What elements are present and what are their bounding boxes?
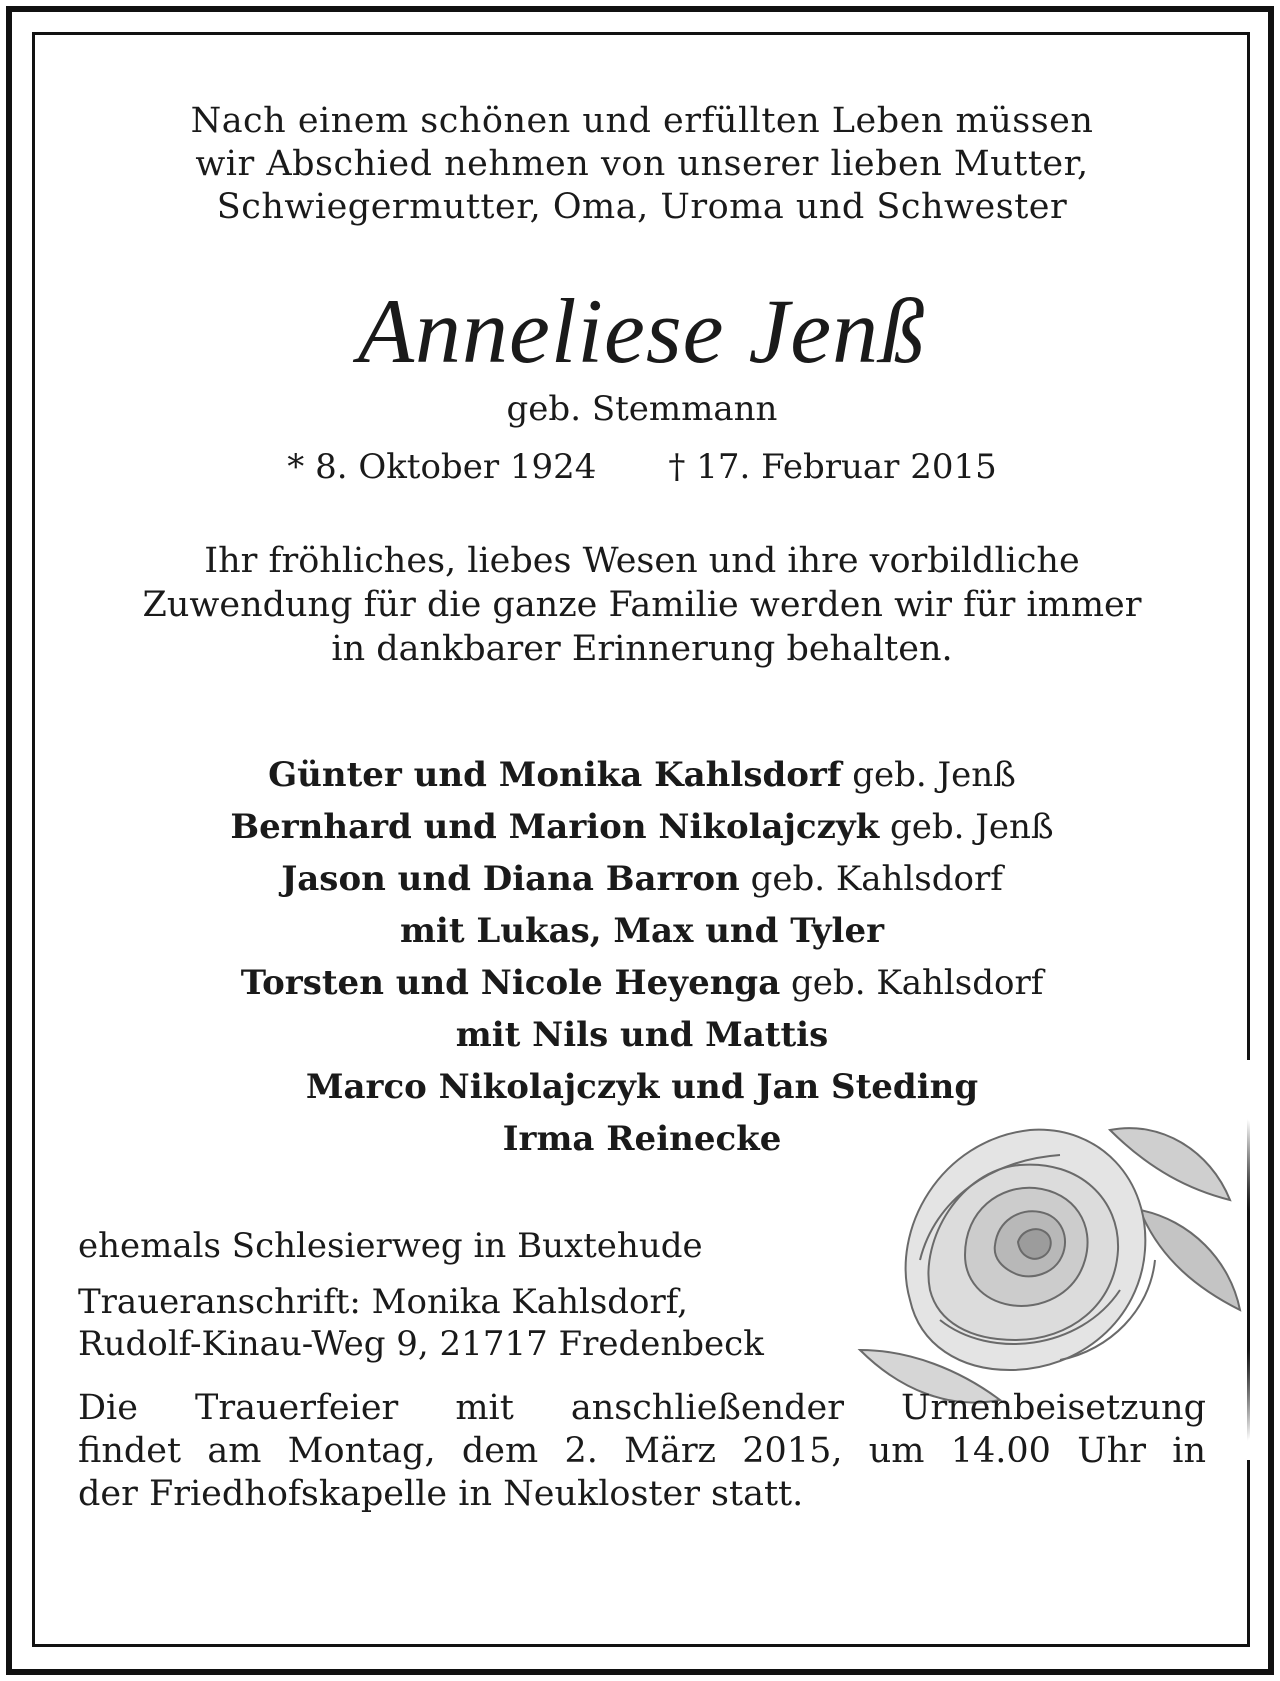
- family-maiden: geb. Jenß: [890, 807, 1054, 847]
- mourning-address-line: Rudolf-Kinau-Weg 9, 21717 Fredenbeck: [78, 1324, 764, 1364]
- address-block: [78, 1225, 1206, 1365]
- ceremony-line: der Friedhofskapelle in Neukloster statt.: [78, 1474, 804, 1514]
- family-names: Günter und Monika Kahlsdorf: [268, 755, 842, 795]
- ceremony-line: findet am Montag, dem 2. März 2015, um 14.00 Uhr in: [78, 1431, 1206, 1471]
- family-entry: [78, 749, 1206, 801]
- family-entry: [78, 957, 1206, 1009]
- intro-text: [78, 100, 1206, 229]
- tribute-line: in dankbarer Erinnerung behalten.: [331, 629, 953, 669]
- intro-line: Schwiegermutter, Oma, Uroma und Schwester: [216, 187, 1068, 227]
- family-entry: [78, 1061, 1206, 1113]
- family-maiden: geb. Kahlsdorf: [750, 859, 1003, 899]
- ceremony-text: [78, 1387, 1206, 1516]
- family-names: Marco Nikolajczyk und Jan Steding: [305, 1067, 979, 1107]
- family-names: Torsten und Nicole Heyenga: [240, 963, 781, 1003]
- family-entry: [78, 1009, 1206, 1061]
- family-entry: [78, 1113, 1206, 1165]
- intro-line: wir Abschied nehmen von unserer lieben Mutter,: [195, 144, 1089, 184]
- family-names: mit Nils und Mattis: [455, 1015, 829, 1055]
- mourning-address-line: Traueranschrift: Monika Kahlsdorf,: [78, 1282, 688, 1322]
- family-names: Jason und Diana Barron: [281, 859, 740, 899]
- former-residence: ehemals Schlesierweg in Buxtehude: [78, 1226, 703, 1266]
- life-dates: [78, 447, 1206, 487]
- maiden-name: geb. Stemmann: [506, 389, 778, 429]
- family-list: [78, 749, 1206, 1165]
- intro-line: Nach einem schönen und erfüllten Leben müssen: [190, 101, 1094, 141]
- tribute-text: [78, 539, 1206, 671]
- family-entry: [78, 905, 1206, 957]
- family-names: Bernhard und Marion Nikolajczyk: [230, 807, 880, 847]
- obituary-content: [78, 100, 1206, 1516]
- family-entry: [78, 853, 1206, 905]
- family-maiden: geb. Kahlsdorf: [791, 963, 1044, 1003]
- deceased-name: Anneliese Jenß: [357, 280, 927, 382]
- tribute-line: Ihr fröhliches, liebes Wesen und ihre vorbildliche: [204, 541, 1080, 581]
- family-names: Irma Reinecke: [502, 1119, 782, 1159]
- tribute-line: Zuwendung für die ganze Familie werden wir für immer: [142, 585, 1142, 625]
- birth-date: * 8. Oktober 1924: [287, 447, 597, 487]
- family-names: mit Lukas, Max und Tyler: [399, 911, 885, 951]
- death-date: † 17. Februar 2015: [668, 447, 997, 487]
- ceremony-line: Die Trauerfeier mit anschließender Urnenbeisetzung: [78, 1388, 1206, 1428]
- family-entry: [78, 801, 1206, 853]
- family-maiden: geb. Jenß: [852, 755, 1016, 795]
